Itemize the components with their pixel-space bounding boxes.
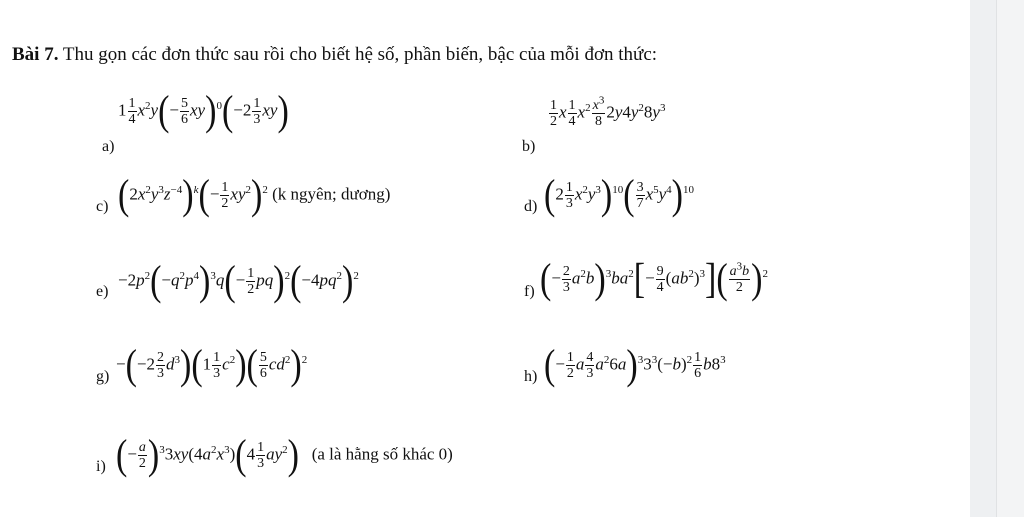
item-f-label: f)	[524, 283, 535, 300]
exercise-title	[12, 44, 657, 66]
exercise-instruction: Thu gọn các đơn thức sau rồi cho biết hệ số, phần biến, bậc của mỗi đơn thức:	[62, 44, 658, 65]
item-c-label: c)	[96, 198, 109, 215]
item-i-expression: (− $\frac{a}{2}$ )$^33xy(4a^2x^3)(4$ $\frac{1}{3}$ $ay^2$) (a là hằng số khác 0)	[116, 431, 453, 478]
item-d-label: d)	[524, 198, 538, 215]
item-b-expression: $\frac{1}{2}$ x $\frac{1}{4}$ $x^2$ $\frac{x^3}{8}$ $2y4y^28y^3$	[550, 94, 666, 129]
exercise-number: Bài 7.	[12, 44, 59, 65]
item-g-expression: −(−2 $\frac{2}{3}$ $d^3)(1$ $\frac{1}{3}$ $c^2$)( $\frac{5}{6}$ $cd^2)^2$	[116, 341, 308, 388]
item-h-expression: (− $\frac{1}{2}$ a $\frac{4}{3}$ $a^26a)^33^3(-b)^2$ $\frac{1}{6}$ $b8^3$	[544, 341, 726, 388]
item-a-expression: 1 $\frac{1}{4}$ $x^2y(-$ $\frac{5}{6}$ xy)$^0$(−2 $\frac{1}{3}$ xy)	[118, 87, 289, 134]
vertical-scrollbar[interactable]	[996, 0, 1024, 517]
item-i-label: i)	[96, 458, 106, 475]
item-i-note: (a là hằng số khác 0)	[311, 444, 453, 464]
item-g-label: g)	[96, 368, 110, 385]
item-a-label: a)	[102, 138, 115, 155]
item-b-label: b)	[522, 138, 536, 155]
item-c-note: (k ngyên; dương)	[272, 184, 391, 204]
item-e-expression: $-2p^2(-q^2p^4)^3q(-$ $\frac{1}{2}$ $pq)^2(-4pq^2)^2$	[118, 257, 359, 304]
item-d-expression: (2 $\frac{1}{3}$ $x^2y^3)^{10}$( $\frac{3}{7}$ $x^5y^4)^{10}$	[544, 171, 694, 218]
item-f-expression: (− $\frac{2}{3}$ $a^2b)^3ba^2[-$ $\frac{9}{4}$ $(ab^2)^3$]( $\frac{a^3b}{2}$ )$^2$	[540, 255, 768, 302]
item-c-expression: $(2x^2y^3z^{-4})^k(-$ $\frac{1}{2}$ $xy^2)^2$ (k ngyên; dương)	[118, 171, 391, 218]
item-h-label: h)	[524, 368, 538, 385]
item-e-label: e)	[96, 283, 109, 300]
